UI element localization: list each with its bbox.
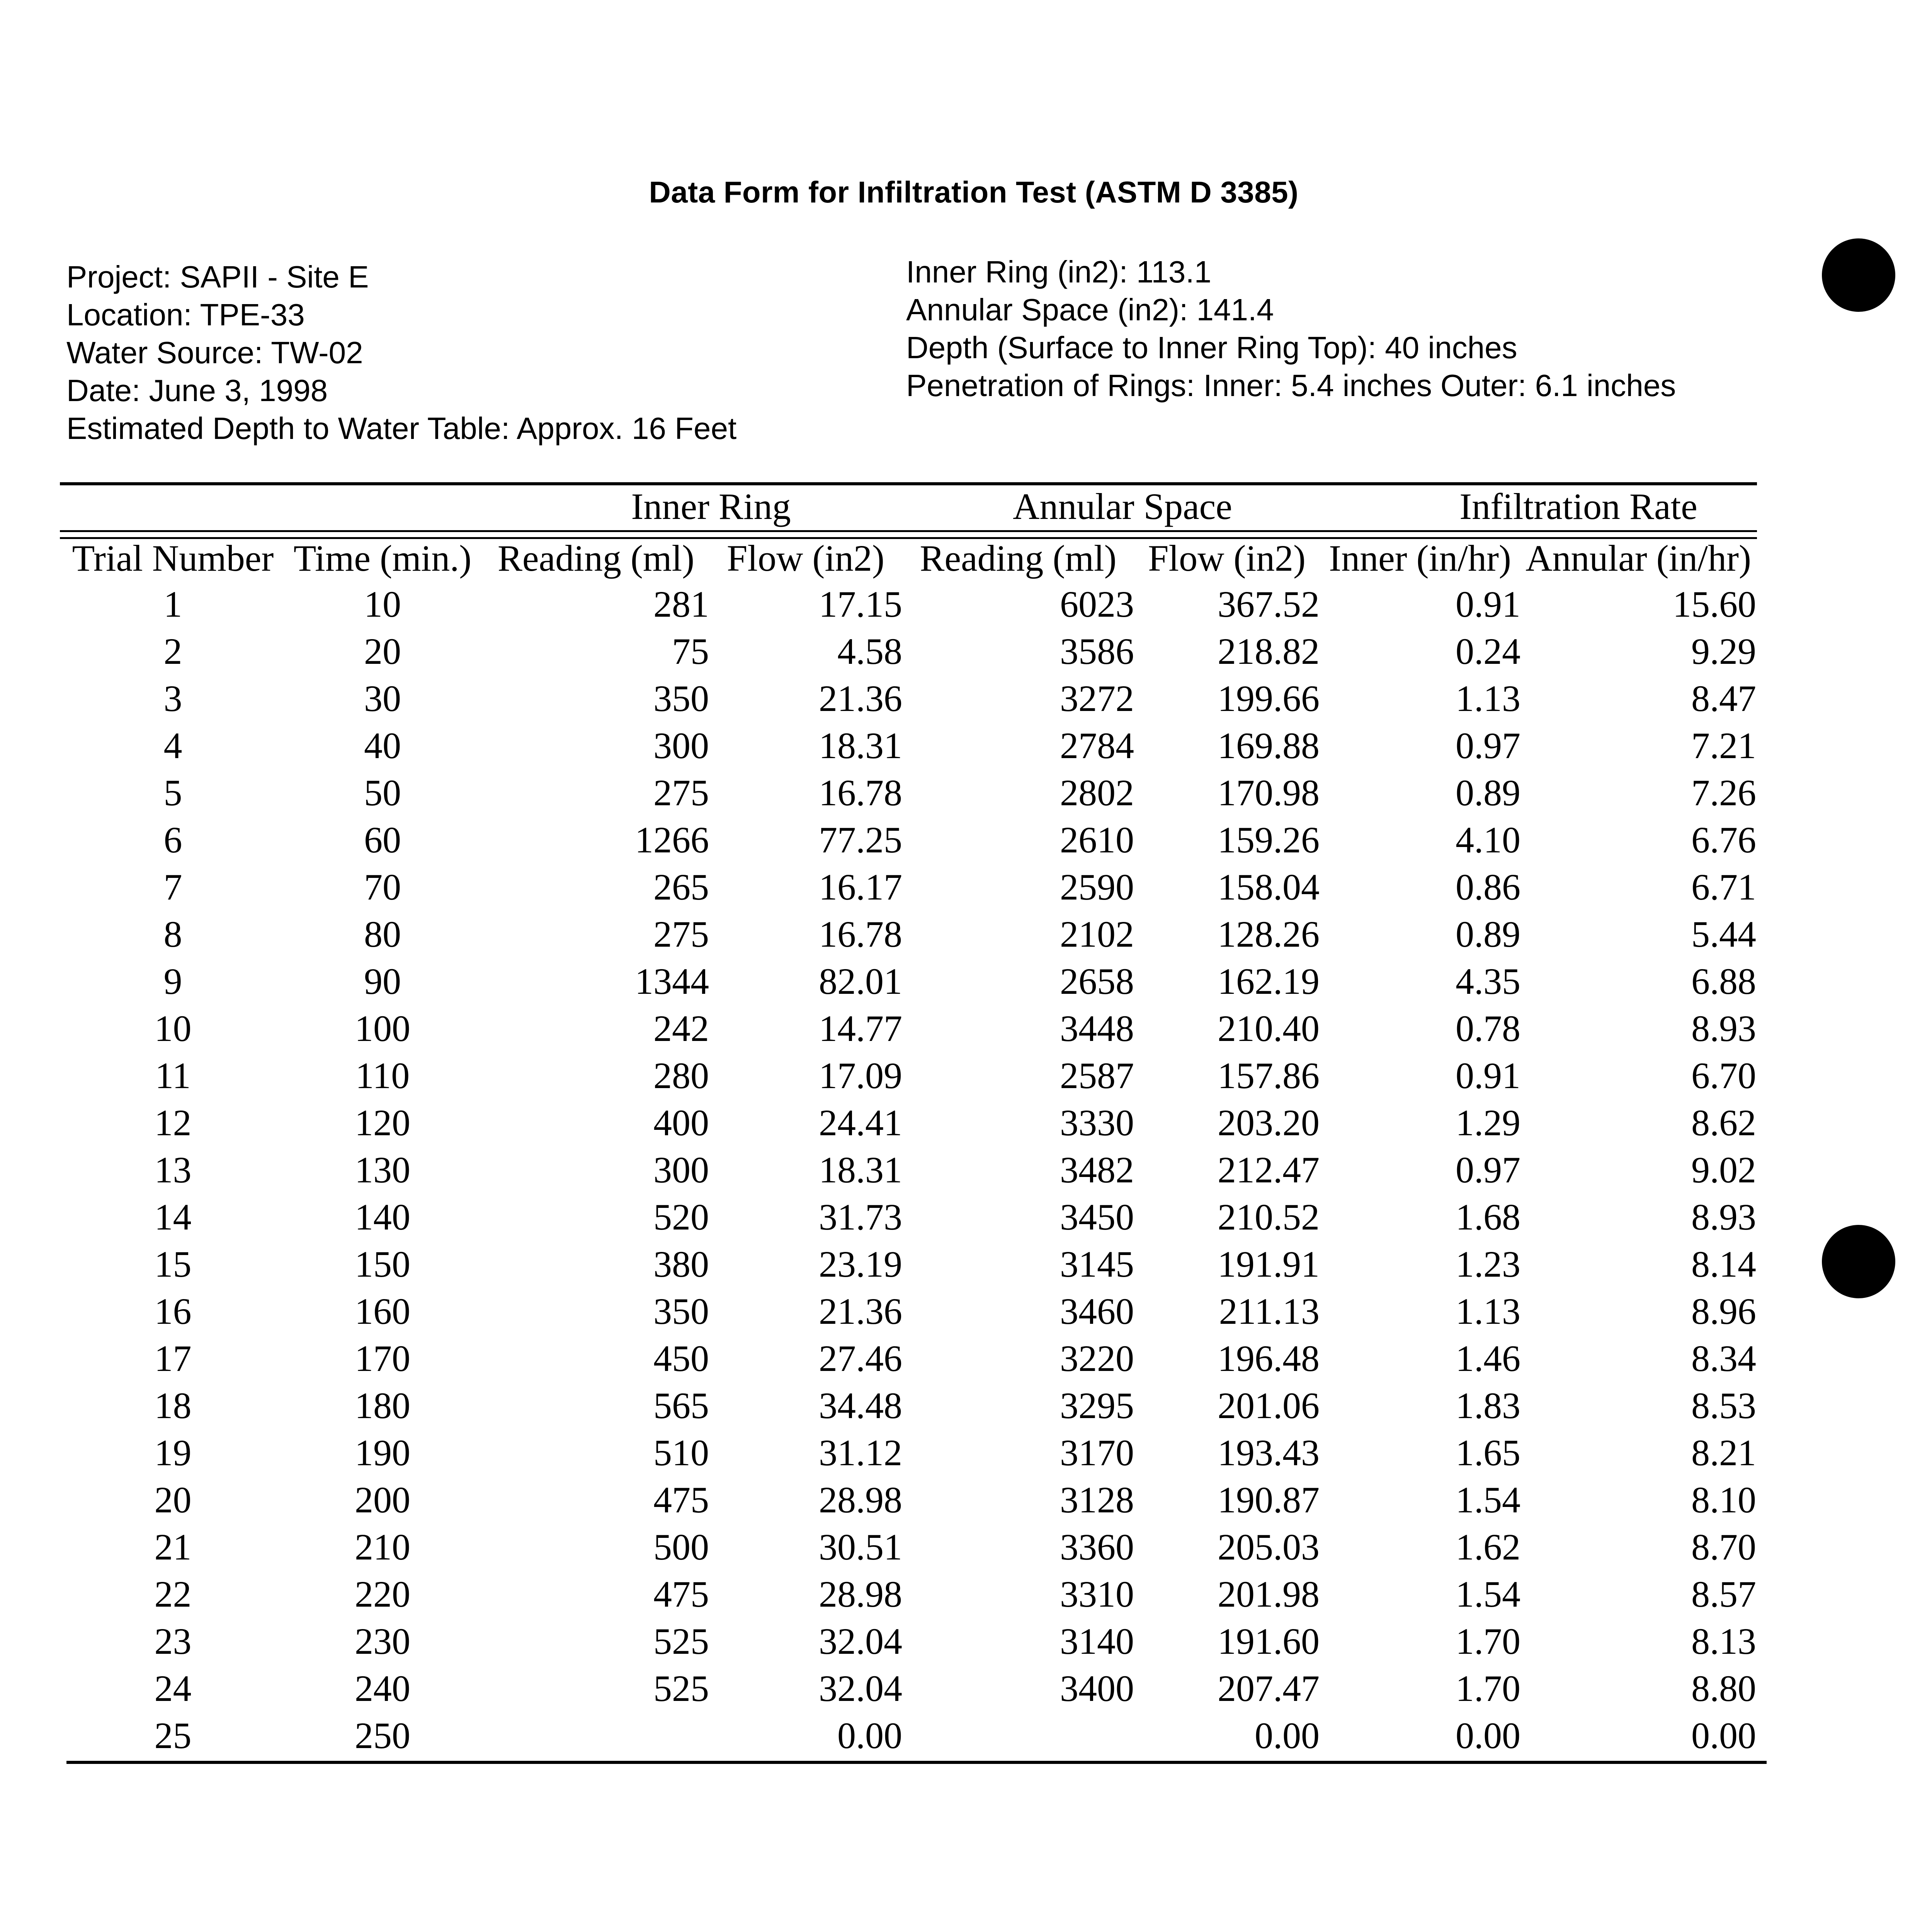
annular-flow-cell: 158.04 (1218, 866, 1320, 908)
inner-rate-cell: 0.24 (1456, 630, 1520, 672)
inner-reading-cell: 500 (653, 1526, 709, 1568)
annular-reading-cell: 3128 (1060, 1479, 1134, 1520)
water-table-field: Estimated Depth to Water Table: Approx. 16 Feet (66, 411, 737, 446)
annular-flow-cell: 196.48 (1218, 1337, 1320, 1379)
inner-reading-cell: 380 (653, 1243, 709, 1285)
annular-flow-cell: 207.47 (1218, 1667, 1320, 1709)
inner-reading-cell: 525 (653, 1667, 709, 1709)
trial-number-cell: 16 (154, 1290, 192, 1332)
annular-rate-cell: 8.62 (1691, 1102, 1756, 1143)
infiltration-data-table (64, 536, 1756, 1759)
table-row (64, 769, 1756, 816)
annular-flow-cell: 203.20 (1218, 1102, 1320, 1143)
annular-rate-cell: 7.26 (1691, 772, 1756, 813)
table-row (64, 1570, 1756, 1617)
trial-number-cell: 1 (163, 583, 182, 625)
table-row (64, 1476, 1756, 1523)
inner-reading-cell: 280 (653, 1054, 709, 1096)
time-cell: 110 (355, 1054, 410, 1096)
trial-number-cell: 18 (154, 1384, 192, 1426)
table-row (64, 1712, 1756, 1759)
time-cell: 40 (364, 724, 401, 766)
inner-reading-cell (483, 1712, 709, 1759)
trial-number-cell: 25 (154, 1714, 192, 1756)
group-header-annular-space: Annular Space (1013, 486, 1232, 527)
annular-reading-cell: 3460 (1060, 1290, 1134, 1332)
inner-rate-cell: 1.54 (1456, 1573, 1520, 1615)
trial-number-cell: 10 (154, 1007, 192, 1049)
inner-flow-cell: 34.48 (819, 1384, 902, 1426)
annular-rate-cell: 0.00 (1691, 1714, 1756, 1756)
annular-reading-cell: 3586 (1060, 630, 1134, 672)
table-row (64, 957, 1756, 1005)
inner-flow-cell: 0.00 (837, 1714, 902, 1756)
inner-rate-cell: 1.13 (1456, 677, 1520, 719)
time-cell: 10 (364, 583, 401, 625)
annular-reading-cell: 2590 (1060, 866, 1134, 908)
inner-flow-cell: 21.36 (819, 677, 902, 719)
trial-number-cell: 13 (154, 1149, 192, 1190)
annular-space-area-field: Annular Space (in2): 141.4 (906, 293, 1274, 327)
inner-rate-cell: 1.62 (1456, 1526, 1520, 1568)
inner-reading-cell: 1344 (635, 960, 709, 1002)
annular-reading-cell: 3448 (1060, 1007, 1134, 1049)
time-cell: 130 (355, 1149, 410, 1190)
annular-rate-cell: 8.53 (1691, 1384, 1756, 1426)
inner-flow-cell: 23.19 (819, 1243, 902, 1285)
annular-reading-cell: 6023 (1060, 583, 1134, 625)
inner-rate-cell: 1.83 (1456, 1384, 1520, 1426)
annular-flow-cell: 218.82 (1218, 630, 1320, 672)
inner-flow-cell: 82.01 (819, 960, 902, 1002)
annular-rate-cell: 8.14 (1691, 1243, 1756, 1285)
annular-reading-cell: 2102 (1060, 913, 1134, 955)
trial-number-cell: 8 (163, 913, 182, 955)
inner-reading-cell: 242 (653, 1007, 709, 1049)
table-row (64, 1193, 1756, 1240)
inner-rate-cell: 0.91 (1456, 583, 1520, 625)
inner-rate-cell: 1.13 (1456, 1290, 1520, 1332)
trial-number-cell: 20 (154, 1479, 192, 1520)
ring-info (906, 253, 1676, 405)
time-cell: 50 (364, 772, 401, 813)
time-cell: 190 (355, 1432, 410, 1473)
annular-reading-cell: 3295 (1060, 1384, 1134, 1426)
time-cell: 160 (355, 1290, 410, 1332)
trial-number-cell: 3 (163, 677, 182, 719)
trial-number-cell: 12 (154, 1102, 192, 1143)
annular-flow-cell: 162.19 (1218, 960, 1320, 1002)
annular-reading-cell: 3140 (1060, 1620, 1134, 1662)
annular-reading-cell: 3482 (1060, 1149, 1134, 1190)
inner-reading-cell: 450 (653, 1337, 709, 1379)
inner-rate-cell: 0.91 (1456, 1054, 1520, 1096)
annular-rate-cell: 8.93 (1691, 1196, 1756, 1238)
annular-rate-cell: 15.60 (1673, 583, 1756, 625)
time-cell: 240 (355, 1667, 410, 1709)
table-bottom-rule (66, 1761, 1767, 1764)
inner-flow-cell: 77.25 (819, 819, 902, 861)
depth-field: Depth (Surface to Inner Ring Top): 40 inches (906, 330, 1517, 365)
annular-flow-cell: 193.43 (1218, 1432, 1320, 1473)
location-field: Location: TPE-33 (66, 298, 305, 332)
time-cell: 20 (364, 630, 401, 672)
col-header-trial-number: Trial Number (72, 537, 274, 579)
inner-rate-cell: 1.68 (1456, 1196, 1520, 1238)
annular-rate-cell: 5.44 (1691, 913, 1756, 955)
inner-rate-cell: 1.46 (1456, 1337, 1520, 1379)
annular-reading-cell: 2802 (1060, 772, 1134, 813)
col-header-time: Time (min.) (293, 537, 472, 579)
inner-reading-cell: 520 (653, 1196, 709, 1238)
time-cell: 210 (355, 1526, 410, 1568)
annular-rate-cell: 8.93 (1691, 1007, 1756, 1049)
inner-flow-cell: 32.04 (819, 1620, 902, 1662)
time-cell: 250 (355, 1714, 410, 1756)
penetration-field: Penetration of Rings: Inner: 5.4 inches Outer: 6.1 inches (906, 368, 1676, 403)
inner-reading-cell: 350 (653, 1290, 709, 1332)
trial-number-cell: 4 (163, 724, 182, 766)
inner-flow-cell: 27.46 (819, 1337, 902, 1379)
inner-rate-cell: 0.89 (1456, 772, 1520, 813)
annular-flow-cell: 367.52 (1218, 583, 1320, 625)
column-header-row (64, 536, 1756, 580)
col-header-annular-flow: Flow (in2) (1148, 537, 1306, 579)
annular-rate-cell: 8.34 (1691, 1337, 1756, 1379)
date-field: Date: June 3, 1998 (66, 373, 328, 408)
table-row (64, 1523, 1756, 1570)
binder-hole-top (1822, 238, 1895, 312)
inner-reading-cell: 475 (653, 1479, 709, 1520)
table-row (64, 722, 1756, 769)
inner-reading-cell: 300 (653, 1149, 709, 1190)
time-cell: 200 (355, 1479, 410, 1520)
inner-reading-cell: 510 (653, 1432, 709, 1473)
time-cell: 70 (364, 866, 401, 908)
inner-rate-cell: 1.70 (1456, 1620, 1520, 1662)
inner-flow-cell: 4.58 (837, 630, 902, 672)
trial-number-cell: 6 (163, 819, 182, 861)
trial-number-cell: 22 (154, 1573, 192, 1615)
annular-flow-cell: 210.40 (1218, 1007, 1320, 1049)
inner-reading-cell: 350 (653, 677, 709, 719)
time-cell: 180 (355, 1384, 410, 1426)
inner-reading-cell: 300 (653, 724, 709, 766)
inner-reading-cell: 281 (653, 583, 709, 625)
annular-reading-cell: 2784 (1060, 724, 1134, 766)
inner-flow-cell: 16.17 (819, 866, 902, 908)
table-row (64, 1240, 1756, 1287)
table-row (64, 675, 1756, 722)
annular-rate-cell: 8.80 (1691, 1667, 1756, 1709)
annular-flow-cell: 212.47 (1218, 1149, 1320, 1190)
inner-reading-cell: 265 (653, 866, 709, 908)
annular-rate-cell: 8.13 (1691, 1620, 1756, 1662)
annular-flow-cell: 128.26 (1218, 913, 1320, 955)
inner-rate-cell: 0.78 (1456, 1007, 1520, 1049)
table-row (64, 1617, 1756, 1665)
inner-flow-cell: 17.09 (819, 1054, 902, 1096)
table-row (64, 1429, 1756, 1476)
inner-ring-area-field: Inner Ring (in2): 113.1 (906, 255, 1212, 289)
annular-flow-cell: 191.60 (1218, 1620, 1320, 1662)
col-header-inner-flow: Flow (in2) (727, 537, 884, 579)
time-cell: 100 (355, 1007, 410, 1049)
annular-reading-cell: 3450 (1060, 1196, 1134, 1238)
annular-reading-cell: 3310 (1060, 1573, 1134, 1615)
inner-flow-cell: 16.78 (819, 772, 902, 813)
table-row (64, 1099, 1756, 1146)
table-row (64, 1665, 1756, 1712)
annular-flow-cell: 190.87 (1218, 1479, 1320, 1520)
water-source-field: Water Source: TW-02 (66, 335, 363, 370)
inner-rate-cell: 0.97 (1456, 1149, 1520, 1190)
trial-number-cell: 5 (163, 772, 182, 813)
inner-reading-cell: 400 (653, 1102, 709, 1143)
trial-number-cell: 2 (163, 630, 182, 672)
annular-reading-cell: 3170 (1060, 1432, 1134, 1473)
inner-reading-cell: 525 (653, 1620, 709, 1662)
annular-flow-cell: 201.98 (1218, 1573, 1320, 1615)
col-header-inner-rate: Inner (in/hr) (1329, 537, 1511, 579)
time-cell: 90 (364, 960, 401, 1002)
annular-flow-cell: 157.86 (1218, 1054, 1320, 1096)
trial-number-cell: 7 (163, 866, 182, 908)
inner-flow-cell: 14.77 (819, 1007, 902, 1049)
inner-flow-cell: 24.41 (819, 1102, 902, 1143)
annular-flow-cell: 170.98 (1218, 772, 1320, 813)
inner-reading-cell: 275 (653, 772, 709, 813)
inner-flow-cell: 18.31 (819, 1149, 902, 1190)
annular-rate-cell: 8.10 (1691, 1479, 1756, 1520)
inner-rate-cell: 4.10 (1456, 819, 1520, 861)
annular-flow-cell: 201.06 (1218, 1384, 1320, 1426)
table-row (64, 1052, 1756, 1099)
header-double-rule-top (60, 530, 1757, 532)
time-cell: 140 (355, 1196, 410, 1238)
annular-reading-cell: 3272 (1060, 677, 1134, 719)
inner-reading-cell: 475 (653, 1573, 709, 1615)
annular-rate-cell: 9.02 (1691, 1149, 1756, 1190)
annular-rate-cell: 6.88 (1691, 960, 1756, 1002)
inner-flow-cell: 28.98 (819, 1479, 902, 1520)
trial-number-cell: 21 (154, 1526, 192, 1568)
annular-flow-cell: 159.26 (1218, 819, 1320, 861)
table-row (64, 628, 1756, 675)
time-cell: 220 (355, 1573, 410, 1615)
table-row (64, 863, 1756, 910)
time-cell: 230 (355, 1620, 410, 1662)
col-header-annular-reading: Reading (ml) (920, 537, 1117, 579)
annular-reading-cell (902, 1712, 1134, 1759)
annular-rate-cell: 8.47 (1691, 677, 1756, 719)
inner-rate-cell: 1.29 (1456, 1102, 1520, 1143)
annular-reading-cell: 3145 (1060, 1243, 1134, 1285)
binder-hole-middle (1822, 1225, 1895, 1298)
trial-number-cell: 23 (154, 1620, 192, 1662)
time-cell: 170 (355, 1337, 410, 1379)
annular-rate-cell: 8.57 (1691, 1573, 1756, 1615)
annular-flow-cell: 0.00 (1255, 1714, 1320, 1756)
annular-flow-cell: 205.03 (1218, 1526, 1320, 1568)
annular-flow-cell: 199.66 (1218, 677, 1320, 719)
trial-number-cell: 17 (154, 1337, 192, 1379)
inner-rate-cell: 1.70 (1456, 1667, 1520, 1709)
trial-number-cell: 15 (154, 1243, 192, 1285)
trial-number-cell: 11 (155, 1054, 191, 1096)
inner-flow-cell: 16.78 (819, 913, 902, 955)
inner-reading-cell: 75 (672, 630, 709, 672)
annular-reading-cell: 2610 (1060, 819, 1134, 861)
annular-flow-cell: 191.91 (1218, 1243, 1320, 1285)
annular-rate-cell: 6.71 (1691, 866, 1756, 908)
annular-rate-cell: 9.29 (1691, 630, 1756, 672)
col-header-inner-reading: Reading (ml) (497, 537, 695, 579)
project-info (66, 258, 736, 447)
table-row (64, 1382, 1756, 1429)
inner-rate-cell: 0.89 (1456, 913, 1520, 955)
inner-reading-cell: 1266 (635, 819, 709, 861)
inner-flow-cell: 18.31 (819, 724, 902, 766)
inner-flow-cell: 30.51 (819, 1526, 902, 1568)
time-cell: 60 (364, 819, 401, 861)
annular-reading-cell: 2658 (1060, 960, 1134, 1002)
inner-rate-cell: 0.86 (1456, 866, 1520, 908)
inner-rate-cell: 1.23 (1456, 1243, 1520, 1285)
trial-number-cell: 9 (163, 960, 182, 1002)
inner-rate-cell: 0.97 (1456, 724, 1520, 766)
inner-flow-cell: 28.98 (819, 1573, 902, 1615)
time-cell: 80 (364, 913, 401, 955)
annular-reading-cell: 3360 (1060, 1526, 1134, 1568)
inner-rate-cell: 4.35 (1456, 960, 1520, 1002)
annular-flow-cell: 210.52 (1218, 1196, 1320, 1238)
inner-flow-cell: 32.04 (819, 1667, 902, 1709)
table-body (64, 580, 1756, 1759)
annular-rate-cell: 8.96 (1691, 1290, 1756, 1332)
inner-flow-cell: 31.12 (819, 1432, 902, 1473)
group-header-infiltration-rate: Infiltration Rate (1459, 486, 1697, 527)
annular-reading-cell: 3400 (1060, 1667, 1134, 1709)
trial-number-cell: 24 (154, 1667, 192, 1709)
annular-reading-cell: 3330 (1060, 1102, 1134, 1143)
annular-flow-cell: 169.88 (1218, 724, 1320, 766)
annular-reading-cell: 3220 (1060, 1337, 1134, 1379)
annular-rate-cell: 8.70 (1691, 1526, 1756, 1568)
col-header-annular-rate: Annular (in/hr) (1526, 537, 1751, 579)
annular-rate-cell: 6.70 (1691, 1054, 1756, 1096)
annular-rate-cell: 7.21 (1691, 724, 1756, 766)
inner-reading-cell: 275 (653, 913, 709, 955)
table-row (64, 1335, 1756, 1382)
trial-number-cell: 19 (154, 1432, 192, 1473)
inner-rate-cell: 1.65 (1456, 1432, 1520, 1473)
inner-reading-cell: 565 (653, 1384, 709, 1426)
table-row (64, 1146, 1756, 1193)
time-cell: 150 (355, 1243, 410, 1285)
table-row (64, 1287, 1756, 1335)
annular-flow-cell: 211.13 (1219, 1290, 1320, 1332)
page-title: Data Form for Infiltration Test (ASTM D 3385) (649, 175, 1299, 209)
annular-rate-cell: 8.21 (1691, 1432, 1756, 1473)
table-row (64, 1005, 1756, 1052)
time-cell: 120 (355, 1102, 410, 1143)
project-field: Project: SAPII - Site E (66, 260, 369, 294)
table-row (64, 816, 1756, 863)
inner-rate-cell: 1.54 (1456, 1479, 1520, 1520)
inner-rate-cell: 0.00 (1456, 1714, 1520, 1756)
group-header-inner-ring: Inner Ring (631, 486, 791, 527)
inner-flow-cell: 17.15 (819, 583, 902, 625)
annular-rate-cell: 6.76 (1691, 819, 1756, 861)
inner-flow-cell: 21.36 (819, 1290, 902, 1332)
inner-flow-cell: 31.73 (819, 1196, 902, 1238)
trial-number-cell: 14 (154, 1196, 192, 1238)
table-row (64, 910, 1756, 957)
table-row (64, 580, 1756, 628)
time-cell: 30 (364, 677, 401, 719)
annular-reading-cell: 2587 (1060, 1054, 1134, 1096)
